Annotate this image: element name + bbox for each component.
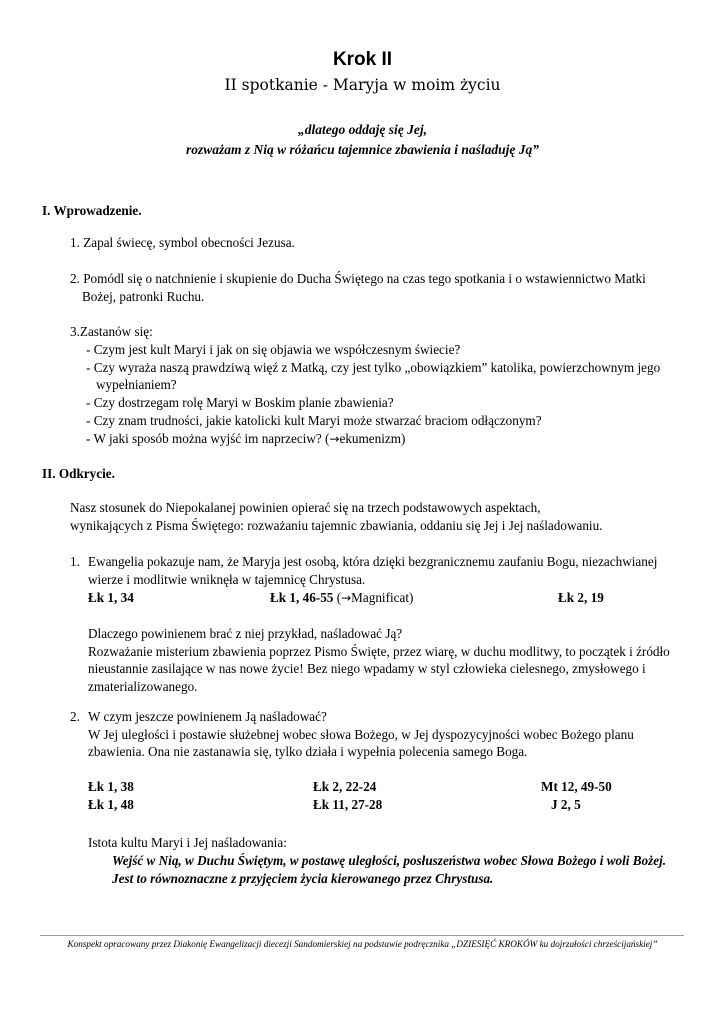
discovery-intro-line-2: wynikających z Pisma Świętego: rozważaniu tajemnic zbawiania, oddaniu się Jej i Jej naśladowaniu. bbox=[70, 518, 603, 533]
reference-2-note: Magnificat) bbox=[351, 590, 414, 605]
why-line-2: Rozważanie misterium zbawienia poprzez Pismo Święte, przez wiarę, w duchu modlitwy, to początek i źródło bbox=[88, 644, 670, 659]
page-footer: Konspekt opracowany przez Diakonię Ewangelizacji diecezji Sandomierskiej na podstawie podręcznika „DZIESIĘĆ KROKÓW ku dojrzałości chrześcijańskiej” bbox=[67, 939, 658, 949]
question-3: - Czy dostrzegam rolę Maryi w Boskim planie zbawienia? bbox=[86, 395, 394, 410]
point-1-line-1: Ewangelia pokazuje nam, że Maryja jest osobą, która dzięki bezgranicznemu zaufaniu Bogu, niezachwianej bbox=[88, 554, 658, 569]
arrow-right-icon: → bbox=[341, 591, 352, 605]
section-heading-discovery: II. Odkrycie. bbox=[42, 466, 115, 481]
reference-2-open-paren: ( bbox=[333, 590, 342, 605]
why-line-1: Dlaczego powinienem brać z niej przykład, naśladować Ją? bbox=[88, 626, 403, 641]
reference-1: Łk 1, 34 bbox=[88, 590, 134, 605]
why-line-4: zmaterializowanego. bbox=[88, 679, 198, 694]
page-title: Krok II bbox=[332, 49, 393, 70]
essence-heading: Istota kultu Maryi i Jej naśladowania: bbox=[88, 835, 287, 850]
reference-row-1-col-2: Łk 2, 22-24 bbox=[313, 779, 377, 794]
question-4: - Czy znam trudności, jakie katolicki kult Maryi może stwarzać braciom odłączonym? bbox=[86, 413, 542, 428]
question-5-text: - W jaki sposób można wyjść im naprzeciw? ( bbox=[86, 431, 330, 446]
reference-row-2-col-1: Łk 1, 48 bbox=[88, 797, 134, 812]
intro-item-2-line-2: Bożej, patronki Ruchu. bbox=[82, 289, 205, 304]
intro-item-3-heading: 3.Zastanów się: bbox=[70, 324, 153, 339]
question-2-line-1: - Czy wyraża naszą prawdziwą więź z Matką, czy jest tylko „obowiązkiem” katolika, powierzchownym jego bbox=[86, 360, 661, 375]
point-2-number: 2. bbox=[70, 709, 80, 724]
essence-line-2: Jest to równoznaczne z przyjęciem życia kierowanego przez Chrystusa. bbox=[112, 871, 494, 886]
reference-row-2-col-2: Łk 11, 27-28 bbox=[313, 797, 383, 812]
discovery-intro-line-1: Nasz stosunek do Niepokalanej powinien opierać się na trzech podstawowych aspektach, bbox=[70, 500, 541, 515]
section-heading-introduction: I. Wprowadzenie. bbox=[42, 203, 142, 218]
why-line-3: nieustannie zasilające w nas nowe życie! Bez niego wpadamy w styl człowieka cielesnego, zmysłowego i bbox=[88, 661, 646, 676]
question-1: - Czym jest kult Maryi i jak on się objawia we współczesnym świecie? bbox=[86, 342, 461, 357]
reference-2-citation: Łk 1, 46-55 bbox=[270, 590, 334, 605]
reference-row-1-col-1: Łk 1, 38 bbox=[88, 779, 134, 794]
essence-line-1: Wejść w Nią, w Duchu Świętym, w postawę uległości, posłuszeństwa wobec Słowa Bożego i woli Bożej. bbox=[112, 853, 667, 868]
reference-2 bbox=[270, 589, 413, 607]
point-2-line-1: W czym jeszcze powinienem Ją naśladować? bbox=[88, 709, 327, 724]
motto-line-2: rozważam z Nią w różańcu tajemnice zbawienia i naśladuję Ją” bbox=[186, 142, 539, 157]
point-2-line-2: W Jej uległości i postawie służebnej wobec słowa Bożego, w Jej dyspozycyjności wobec Bożego planu bbox=[88, 727, 634, 742]
point-1-line-2: wierze i modlitwie wniknęła w tajemnicę Chrystusa. bbox=[88, 572, 366, 587]
point-2-line-3: zbawienia. Ona nie zastanawia się, tylko działa i wypełnia polecenia samego Boga. bbox=[88, 744, 528, 759]
reference-row-1-col-3: Mt 12, 49-50 bbox=[541, 779, 612, 794]
footer-divider bbox=[40, 935, 684, 936]
arrow-right-icon: → bbox=[329, 432, 340, 446]
intro-item-1: 1. Zapal świecę, symbol obecności Jezusa. bbox=[70, 235, 295, 250]
reference-3: Łk 2, 19 bbox=[558, 590, 604, 605]
question-2-line-2: wypełnianiem? bbox=[96, 377, 177, 392]
page-subtitle: II spotkanie - Maryja w moim życiu bbox=[224, 76, 501, 94]
point-1-number: 1. bbox=[70, 554, 80, 569]
question-5-ecumenism: ekumenizm) bbox=[339, 431, 406, 446]
motto-line-1: „dlatego oddaję się Jej, bbox=[298, 122, 427, 137]
intro-item-2-line-1: 2. Pomódl się o natchnienie i skupienie do Ducha Świętego na czas tego spotkania i o wstawiennictwo Matki bbox=[70, 271, 646, 286]
question-5 bbox=[86, 430, 405, 448]
reference-row-2-col-3: J 2, 5 bbox=[551, 797, 581, 812]
